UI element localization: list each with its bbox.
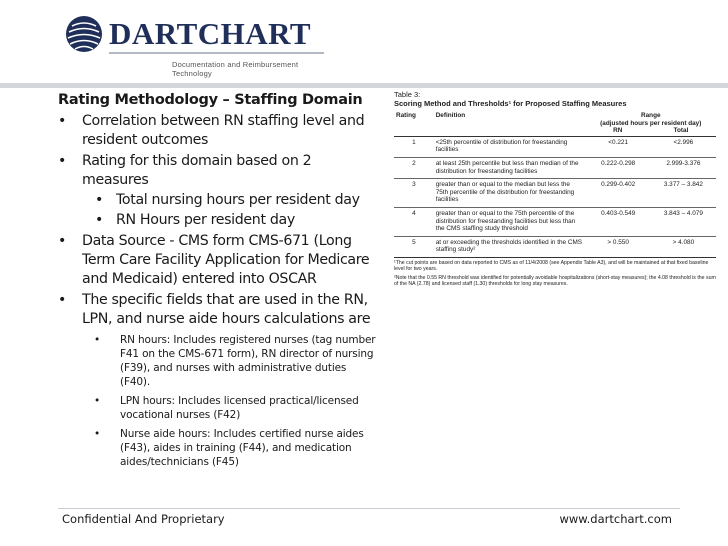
- bullet-list: [58, 112, 378, 469]
- table-row: [394, 136, 716, 157]
- footnote-1: ¹The cut points are based on data reported to CMS as of 11/4/2008 (see Appendix Table A3), and will be maintained at that fixed baseline level for two years.: [394, 259, 709, 273]
- logo-tagline: Documentation and Reimbursement Technology: [172, 60, 299, 78]
- cell-rating: 5: [394, 236, 434, 257]
- scoring-table-figure: [394, 90, 716, 290]
- range-label: Range: [641, 112, 661, 119]
- bullet-text: Total nursing hours per resident day: [116, 192, 360, 208]
- bullet-icon: •: [95, 192, 104, 208]
- cell-total: > 4.080: [651, 236, 716, 257]
- cell-total: <2.996: [651, 136, 716, 157]
- sub-bullet-list: [82, 191, 378, 230]
- cell-rn: > 0.550: [586, 236, 651, 257]
- header-definition: Definition: [434, 111, 586, 136]
- cell-rating: 2: [394, 157, 434, 178]
- dartchart-logo: [64, 14, 324, 78]
- bullet-text: Nurse aide hours: Includes certified nurse aides (F43), aides in training (F44), and medication aides/technicians (F45): [120, 428, 364, 468]
- bullet-icon: •: [58, 233, 67, 249]
- detail-bullet-item: [82, 394, 378, 422]
- bullet-text: Data Source - CMS form CMS-671 (Long Term Care Facility Application for Medicare and Medicaid) entered into OSCAR: [82, 233, 370, 287]
- table-header-row: [394, 111, 716, 136]
- detail-bullet-item: [82, 333, 378, 389]
- bullet-icon: •: [58, 292, 67, 308]
- cell-rating: 4: [394, 207, 434, 236]
- header-band: [0, 83, 728, 88]
- footer-divider: [58, 508, 680, 509]
- table-title: Scoring Method and Thresholds¹ for Proposed Staffing Measures: [394, 99, 627, 108]
- cell-definition: <25th percentile of distribution for freestanding facilities: [434, 136, 586, 157]
- cell-rn: 0.403-0.549: [586, 207, 651, 236]
- sub-bullet-item: [82, 191, 378, 210]
- range-sublabel: (adjusted hours per resident day): [600, 119, 702, 127]
- logo-divider: [109, 52, 324, 54]
- cell-definition: at least 25th percentile but less than median of the distribution for freestanding facilities: [434, 157, 586, 178]
- detail-bullet-list: [82, 333, 378, 469]
- bullet-item: [58, 112, 378, 150]
- range-subcols: [588, 127, 714, 135]
- header-total: Total: [673, 127, 689, 135]
- sub-bullet-item: [82, 211, 378, 230]
- table-row: [394, 236, 716, 257]
- cell-total: 2.999-3.376: [651, 157, 716, 178]
- cell-rn: 0.299-0.402: [586, 179, 651, 208]
- bullet-item: [58, 232, 378, 289]
- cell-rn: <0.221: [586, 136, 651, 157]
- bullet-icon: •: [95, 212, 104, 228]
- footer-confidential: Confidential And Proprietary: [62, 512, 225, 526]
- footnote-2: ²Note that the 0.55 RN threshold was identified for potentially avoidable hospitalizations (short-stay measures); the 4.08 threshold is the sum of the NA (2.78) and licensed staff (1.30) thresholds for long stay measures.: [394, 274, 716, 288]
- bullet-text: RN hours: Includes registered nurses (tag number F41 on the CMS-671 form), RN director of nursing (F39), and nurses with administrative duties (F40).: [120, 334, 376, 388]
- table-label: Table 3:: [394, 90, 421, 99]
- scoring-table: [394, 111, 716, 257]
- table-footnotes: [394, 257, 716, 288]
- header-rating: Rating: [394, 111, 434, 136]
- header-rn: RN: [613, 127, 623, 135]
- bullet-text: LPN hours: Includes licensed practical/licensed vocational nurses (F42): [120, 395, 359, 421]
- bullet-text: RN Hours per resident day: [116, 212, 295, 228]
- bullet-item: [58, 152, 378, 230]
- logo-wordmark: DARTCHART: [109, 16, 312, 51]
- cell-total: 3.377 – 3.842: [651, 179, 716, 208]
- table-row: [394, 179, 716, 208]
- header-range: [586, 111, 716, 136]
- cell-rn: 0.222-0.298: [586, 157, 651, 178]
- cell-total: 3.843 – 4.079: [651, 207, 716, 236]
- cell-definition: at or exceeding the thresholds identified in the CMS staffing study²: [434, 236, 586, 257]
- bullet-text: The specific fields that are used in the RN, LPN, and nurse aide hours calculations are: [82, 292, 371, 327]
- cell-rating: 3: [394, 179, 434, 208]
- bullet-icon: •: [94, 334, 101, 346]
- bullet-icon: •: [94, 395, 101, 407]
- bullet-item: [58, 291, 378, 469]
- table-row: [394, 207, 716, 236]
- bullet-icon: •: [58, 113, 67, 129]
- footer-website-link[interactable]: www.dartchart.com: [559, 512, 672, 526]
- body-text: [58, 92, 378, 474]
- table-row: [394, 157, 716, 178]
- bullet-text: Rating for this domain based on 2 measures: [82, 153, 312, 188]
- bullet-icon: •: [58, 153, 67, 169]
- detail-bullet-item: [82, 427, 378, 469]
- cell-rating: 1: [394, 136, 434, 157]
- bullet-icon: •: [94, 428, 101, 440]
- cell-definition: greater than or equal to the 75th percentile of the distribution for freestanding facilities but less than the CMS staffing study threshold: [434, 207, 586, 236]
- bullet-text: Correlation between RN staffing level and resident outcomes: [82, 113, 365, 148]
- section-heading: Rating Methodology – Staffing Domain: [58, 92, 363, 108]
- cell-definition: greater than or equal to the median but less the 75th percentile of the distribution for freestanding facilities: [434, 179, 586, 208]
- globe-logo-icon: [64, 14, 104, 54]
